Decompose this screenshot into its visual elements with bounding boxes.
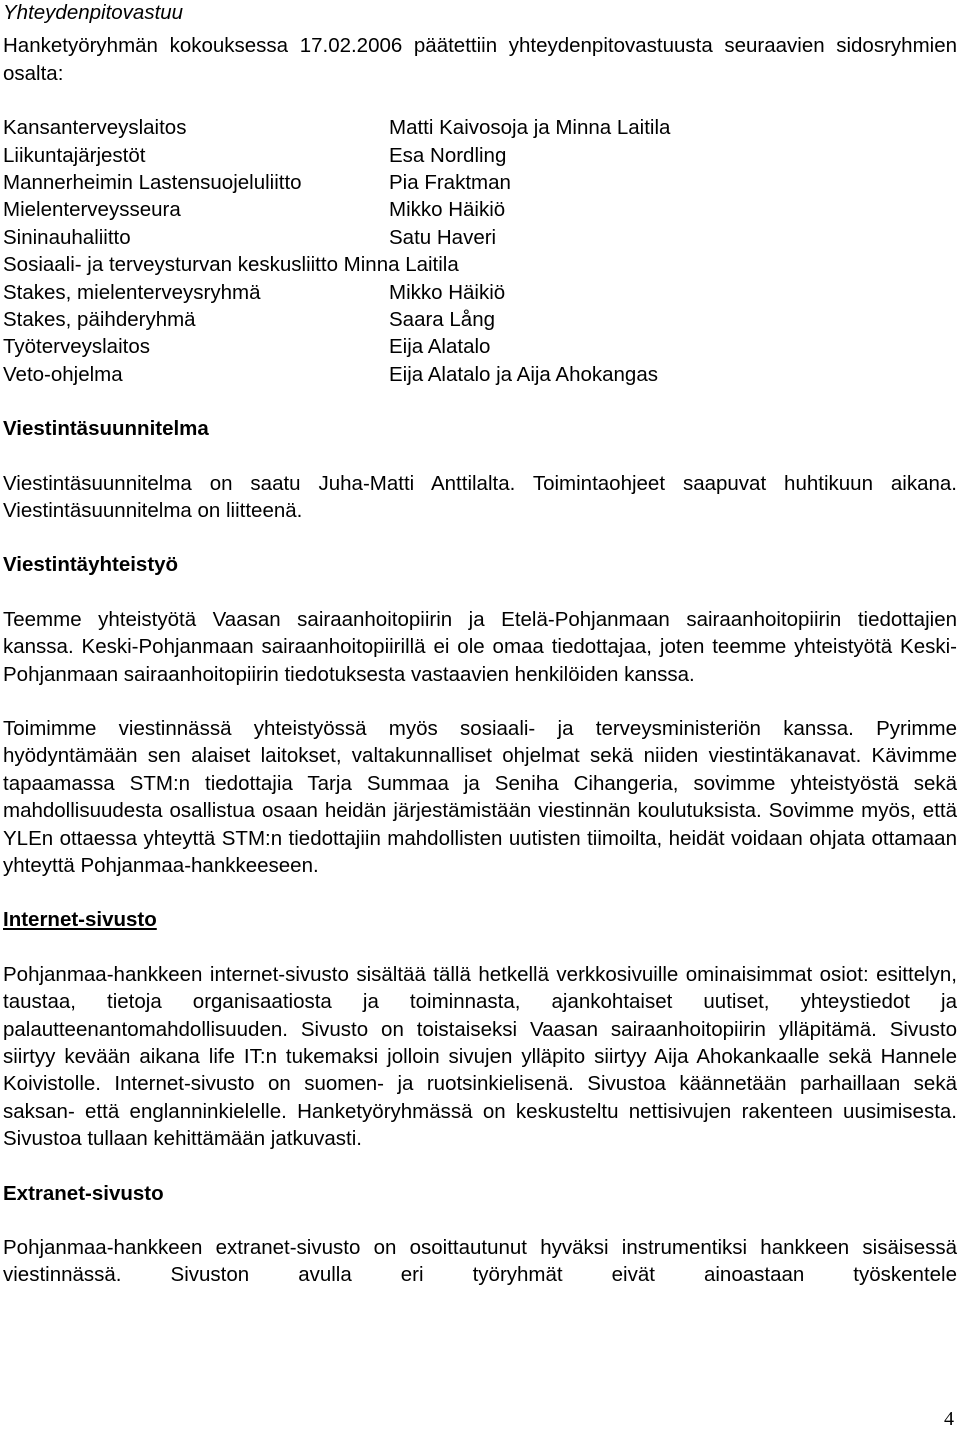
contact-person: Minna Laitila	[343, 253, 459, 277]
page-number: 4	[944, 1408, 954, 1430]
section-heading-extranet-sivusto: Extranet-sivusto	[3, 1181, 164, 1205]
section-paragraph: Pohjanmaa-hankkeen extranet-sivusto on osoittautunut hyväksi instrumentiksi hankkeen sisäisessä viestinnässä. Sivuston avulla eri työryhmät eivät ainoastaan työskentele	[3, 1236, 957, 1287]
contact-row	[3, 169, 957, 196]
contact-row	[3, 306, 957, 333]
contact-list	[3, 114, 957, 388]
section-paragraph: Viestintäsuunnitelma on saatu Juha-Matti Anttilalta. Toimintaohjeet saapuvat huhtikuun aikana. Viestintäsuunnitelma on liitteenä.	[3, 471, 957, 522]
contact-organization: Sininauhaliitto	[3, 225, 131, 249]
document-page	[3, 0, 957, 1289]
contact-person: Eija Alatalo	[389, 335, 491, 359]
contact-person: Mikko Häikiö	[389, 198, 506, 222]
contact-organization: Mannerheimin Lastensuojeluliitto	[3, 171, 302, 194]
section-paragraph: Toimimme viestinnässä yhteistyössä myös sosiaali- ja terveysministeriön kanssa. Pyrimme hyödyntämään sen alaiset laitokset, valtakunnalliset ohjelmat sekä niiden viestintäkanavat. Kävimme tapaamassa STM:n tiedottajia Tarja Summaa ja Seniha Cihangeria, sovimme yhteistyöstä sekä mahdollisuudesta osallistua osaan heidän järjestämistään viestinnän koulutuksista. Sovimme myös, että YLEn ottaessa yhteyttä STM:n tiedottajiin mahdollisten uutisten tiimoilta, heidät voidaan ohjata ottamaan yhteyttä Pohjanmaa-hankkeeseen.	[3, 716, 957, 877]
contact-row	[3, 279, 957, 306]
section-heading-viestintayhteistyo: Viestintäyhteistyö	[3, 553, 179, 577]
contact-row	[3, 142, 957, 169]
intro-paragraph: Hanketyöryhmän kokouksessa 17.02.2006 päätettiin yhteydenpitovastuusta seuraavien sidosryhmien osalta:	[3, 34, 957, 85]
contact-row	[3, 251, 957, 278]
contact-person: Matti Kaivosoja ja Minna Laitila	[389, 116, 671, 140]
contact-row	[3, 224, 957, 251]
contact-row	[3, 196, 957, 223]
contact-person: Mikko Häikiö	[389, 280, 506, 304]
contact-person: Eija Alatalo ja Aija Ahokangas	[389, 362, 658, 386]
section-paragraph: Pohjanmaa-hankkeen internet-sivusto sisältää tällä hetkellä verkkosivuille ominaisimmat osiot: esittelyn, taustaa, tietoja organisaatiosta ja toiminnasta, ajankohtaiset uutiset, yhteystiedot ja palautteenantomahdollisuuden. Sivusto on toistaiseksi Vaasan sairaanhoitopiirin ylläpitämä. Sivusto siirtyy kevään aikana life IT:n tukemaksi jolloin sivujen ylläpito siirtyy Aija Ahokankaalle sekä Hannele Koivistolle. Internet-sivusto on suomen- ja ruotsinkielisenä. Sivustoa käännetään parhaillaan sekä saksan- että englanninkielelle. Hanketyöryhmässä on keskusteltu nettisivujen rakenteen uusimisesta. Sivustoa tullaan kehittämään jatkuvasti.	[3, 962, 957, 1151]
contact-row	[3, 361, 957, 388]
section-paragraph: Teemme yhteistyötä Vaasan sairaanhoitopiirin ja Etelä-Pohjanmaan sairaanhoitopiirin tiedottajien kanssa. Keski-Pohjanmaan sairaanhoitopiirillä ei ole omaa tiedottajaa, joten teemme yhteistyötä Keski-Pohjanmaan sairaanhoitopiirin tiedotuksesta vastaavien henkilöiden kanssa.	[3, 607, 957, 686]
contact-row	[3, 114, 957, 141]
contact-organization: Sosiaali- ja terveysturvan keskusliitto	[3, 253, 338, 277]
contact-person: Esa Nordling	[389, 143, 507, 167]
contact-organization: Mielenterveysseura	[3, 198, 181, 222]
contact-organization: Veto-ohjelma	[3, 362, 123, 386]
section-heading-internet-sivusto: Internet-sivusto	[3, 908, 157, 932]
contact-person: Satu Haveri	[389, 225, 497, 249]
contact-row	[3, 333, 957, 360]
contact-person: Saara Lång	[389, 307, 496, 331]
contact-organization: Kansanterveyslaitos	[3, 116, 187, 140]
section-heading-viestintasuunnitelma: Viestintäsuunnitelma	[3, 417, 209, 441]
contact-organization: Stakes, päihderyhmä	[3, 307, 196, 331]
contact-organization: Stakes, mielenterveysryhmä	[3, 280, 261, 304]
page-title: Yhteydenpitovastuu	[3, 1, 184, 24]
contact-organization: Työterveyslaitos	[3, 335, 150, 359]
contact-organization: Liikuntajärjestöt	[3, 143, 146, 167]
contact-person: Pia Fraktman	[389, 171, 511, 194]
